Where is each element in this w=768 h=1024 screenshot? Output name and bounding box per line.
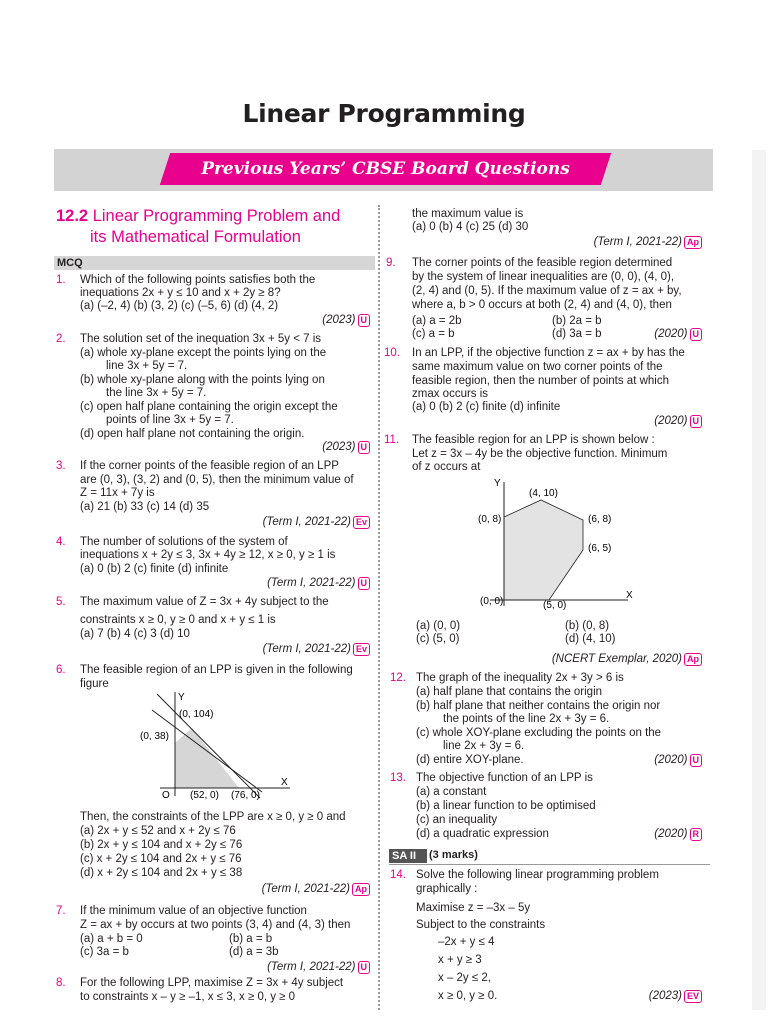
- q13-option: (c) an inequality: [416, 814, 498, 826]
- q3-text: are (0, 3), (3, 2) and (0, 5), then the minimum value of: [80, 474, 354, 486]
- q3-options: (a) 21 (b) 33 (c) 14 (d) 35: [80, 501, 210, 513]
- q14-text: Subject to the constraints: [416, 919, 546, 931]
- q3-text: If the corner points of the feasible region of an LPP: [80, 460, 339, 472]
- page-title: Linear Programming: [242, 99, 526, 128]
- q9-text: The corner points of the feasible region determined: [412, 257, 673, 269]
- q8-source: (Term I, 2021-22) Ap: [500, 236, 702, 250]
- q6-option: (d) x + 2y ≤ 104 and 2x + y ≤ 38: [80, 867, 243, 879]
- q7-option: (d) a = 3b: [229, 946, 279, 958]
- q2-source: (2023) U: [200, 441, 370, 455]
- q6-figure: [130, 688, 300, 803]
- q6-point-label: (0, 104): [179, 709, 214, 720]
- q10-text: zmax occurs is: [412, 388, 489, 400]
- q11-point-label: (0, 0): [480, 596, 504, 607]
- q12-source: (2020) U: [600, 754, 702, 768]
- q9-text: where a, b > 0 occurs at both (2, 4) and (4, 0), then: [412, 299, 672, 311]
- q12-option: the points of the line 2x + 3y = 6.: [443, 713, 610, 725]
- q11-text: of z occurs at: [412, 461, 481, 473]
- sa2-marks: (3 marks): [429, 849, 478, 861]
- q13-option: (d) a quadratic expression: [416, 828, 549, 840]
- q4-options: (a) 0 (b) 2 (c) finite (d) infinite: [80, 563, 229, 575]
- q6-point-label: (0, 38): [140, 731, 169, 742]
- q2-option: the line 3x + 5y = 7.: [106, 387, 207, 399]
- q4-text: inequations x + 2y ≤ 3, 3x + 4y ≥ 12, x ≥ 0, y ≥ 1 is: [80, 549, 336, 561]
- q6-text: figure: [80, 678, 109, 690]
- q6-source: (Term I, 2021-22) Ap: [160, 883, 370, 897]
- q14-text: graphically :: [416, 883, 478, 895]
- q3-source: (Term I, 2021-22) Ev: [160, 516, 370, 530]
- banner-title: Previous Years’ CBSE Board Questions: [201, 159, 570, 179]
- q5-number: 5.: [56, 596, 66, 608]
- q12-text: The graph of the inequality 2x + 3y > 6 is: [416, 672, 624, 684]
- q12-option: (c) whole XOY-plane excluding the points on the: [416, 727, 662, 739]
- mcq-tag: MCQ: [54, 256, 375, 270]
- q1-source: (2023) U: [200, 314, 370, 328]
- column-divider: [378, 205, 380, 1010]
- q5-text: constraints x ≥ 0, y ≥ 0 and x + y ≤ 1 is: [80, 614, 276, 626]
- q11-feasible-region: [504, 500, 583, 600]
- q6-option: (c) x + 2y ≤ 104 and 2x + y ≤ 76: [80, 853, 242, 865]
- q14-text: Maximise z = –3x – 5y: [416, 902, 531, 914]
- q1-text: inequations 2x + y ≤ 10 and x + 2y ≥ 8?: [80, 287, 281, 299]
- q11-figure: [470, 476, 640, 616]
- q10-number: 10.: [384, 347, 400, 359]
- q12-option: (d) entire XOY-plane.: [416, 754, 524, 766]
- q11-text: The feasible region for an LPP is shown below :: [412, 434, 655, 446]
- q5-source: (Term I, 2021-22) Ev: [160, 643, 370, 657]
- q8-text: For the following LPP, maximise Z = 3x + 4y subject: [80, 977, 344, 989]
- q14-constraint: x + y ≥ 3: [438, 954, 482, 966]
- q1-options: (a) (–2, 4) (b) (3, 2) (c) (–5, 6) (d) (4, 2): [80, 300, 279, 312]
- q11-point-label: (6, 5): [588, 543, 612, 554]
- q1-number: 1.: [56, 274, 66, 286]
- q12-option: (b) half plane that neither contains the origin nor: [416, 700, 661, 712]
- q11-option: (c) (5, 0): [416, 633, 460, 645]
- q7-source: (Term I, 2021-22) U: [160, 961, 370, 975]
- q11-option: (d) (4, 10): [565, 633, 616, 645]
- q2-number: 2.: [56, 333, 66, 345]
- q8-text: to constraints x – y ≥ –1, x ≤ 3, x ≥ 0, y ≥ 0: [80, 991, 296, 1003]
- q5-text: The maximum value of Z = 3x + 4y subject to the: [80, 596, 329, 608]
- q6-option: (b) 2x + y ≤ 104 and x + 2y ≤ 76: [80, 839, 243, 851]
- q12-option: line 2x + 3y = 6.: [443, 740, 525, 752]
- q14-constraint: x ≥ 0, y ≥ 0.: [438, 990, 498, 1002]
- q6-number: 6.: [56, 664, 66, 676]
- q11-option: (b) (0, 8): [565, 620, 610, 632]
- q11-number: 11.: [384, 434, 400, 446]
- q6-y-label: Y: [178, 692, 185, 703]
- q11-point-label: (0, 8): [478, 514, 502, 525]
- q7-text: If the minimum value of an objective function: [80, 905, 307, 917]
- q6-point-label: (52, 0): [190, 790, 219, 801]
- q14-number: 14.: [390, 869, 406, 881]
- q7-number: 7.: [56, 905, 66, 917]
- q10-options: (a) 0 (b) 2 (c) finite (d) infinite: [412, 401, 561, 413]
- q9-option: (d) 3a = b: [552, 328, 602, 340]
- q2-option: (d) open half plane not containing the origin.: [80, 428, 305, 440]
- q9-text: (2, 4) and (0, 5). If the maximum value of z = ax + by,: [412, 285, 682, 297]
- q6-origin-label: O: [162, 790, 170, 801]
- q4-source: (Term I, 2021-22) U: [160, 577, 370, 591]
- q2-option: points of line 3x + 5y = 7.: [106, 414, 234, 426]
- q10-source: (2020) U: [600, 415, 702, 429]
- q5-options: (a) 7 (b) 4 (c) 3 (d) 10: [80, 628, 190, 640]
- q7-option: (b) a = b: [229, 933, 273, 945]
- q11-point-label: (4, 10): [529, 488, 558, 499]
- q10-text: feasible region, then the number of points at which: [412, 375, 669, 387]
- q10-text: same maximum value on two corner points of the: [412, 361, 663, 373]
- q3-number: 3.: [56, 460, 66, 472]
- q11-option: (a) (0, 0): [416, 620, 461, 632]
- q1-text: Which of the following points satisfies both the: [80, 274, 316, 286]
- q14-constraint: –2x + y ≤ 4: [438, 936, 495, 948]
- q4-text: The number of solutions of the system of: [80, 536, 288, 548]
- q13-number: 13.: [390, 772, 406, 784]
- q12-number: 12.: [390, 672, 406, 684]
- q7-text: Z = ax + by occurs at two points (3, 4) and (4, 3) then: [80, 919, 351, 931]
- q11-source: (NCERT Exemplar, 2020) Ap: [480, 653, 702, 667]
- q14-text: Solve the following linear programming problem: [416, 869, 659, 881]
- q11-text: Let z = 3x – 4y be the objective function. Minimum: [412, 448, 668, 460]
- q6-text: Then, the constraints of the LPP are x ≥ 0, y ≥ 0 and: [80, 811, 346, 823]
- q11-y-label: Y: [494, 478, 501, 489]
- q11-point-label: (6, 8): [588, 514, 612, 525]
- q2-option: (a) whole xy-plane except the points lying on the: [80, 347, 327, 359]
- q6-feasible-region: [175, 728, 239, 788]
- q2-option: (c) open half plane containing the origin except the: [80, 401, 338, 413]
- q8-number: 8.: [56, 977, 66, 989]
- q12-option: (a) half plane that contains the origin: [416, 686, 603, 698]
- q11-x-label: X: [626, 590, 633, 601]
- sa2-rule: [389, 864, 710, 865]
- q2-option: (b) whole xy-plane along with the points lying on: [80, 374, 325, 386]
- q9-option: (b) 2a = b: [552, 315, 602, 327]
- q13-option: (b) a linear function to be optimised: [416, 800, 596, 812]
- q3-text: Z = 11x + 7y is: [80, 487, 155, 499]
- section-heading: 12.2 Linear Programming Problem and its Mathematical Formulation: [56, 207, 341, 246]
- q2-text: The solution set of the inequation 3x + 5y < 7 is: [80, 333, 322, 345]
- q10-text: In an LPP, if the objective function z = ax + by has the: [412, 347, 685, 359]
- q13-source: (2020) R: [600, 828, 702, 842]
- q6-point-label: (76, 0): [231, 790, 260, 801]
- sa2-tag: SA II: [389, 849, 427, 863]
- q9-source: (2020) U: [600, 328, 702, 342]
- q8-options: (a) 0 (b) 4 (c) 25 (d) 30: [412, 221, 529, 233]
- q9-text: by the system of linear inequalities are (0, 0), (4, 0),: [412, 271, 675, 283]
- q9-option: (a) a = 2b: [412, 315, 462, 327]
- q7-option: (c) 3a = b: [80, 946, 129, 958]
- q13-option: (a) a constant: [416, 786, 487, 798]
- q13-text: The objective function of an LPP is: [416, 772, 593, 784]
- q6-x-label: X: [281, 777, 288, 788]
- q14-constraint: x – 2y ≤ 2,: [438, 972, 491, 984]
- q8-text: the maximum value is: [412, 208, 524, 220]
- q6-text: The feasible region of an LPP is given in the following: [80, 664, 353, 676]
- q4-number: 4.: [56, 536, 66, 548]
- q7-option: (a) a + b = 0: [80, 933, 143, 945]
- q9-number: 9.: [386, 257, 396, 269]
- q6-option: (a) 2x + y ≤ 52 and x + 2y ≤ 76: [80, 825, 236, 837]
- q2-option: line 3x + 5y = 7.: [106, 360, 188, 372]
- page-edge: [752, 150, 766, 1010]
- q9-option: (c) a = b: [412, 328, 455, 340]
- q11-point-label: (5, 0): [543, 600, 567, 611]
- q14-source: (2023) EV: [600, 990, 702, 1004]
